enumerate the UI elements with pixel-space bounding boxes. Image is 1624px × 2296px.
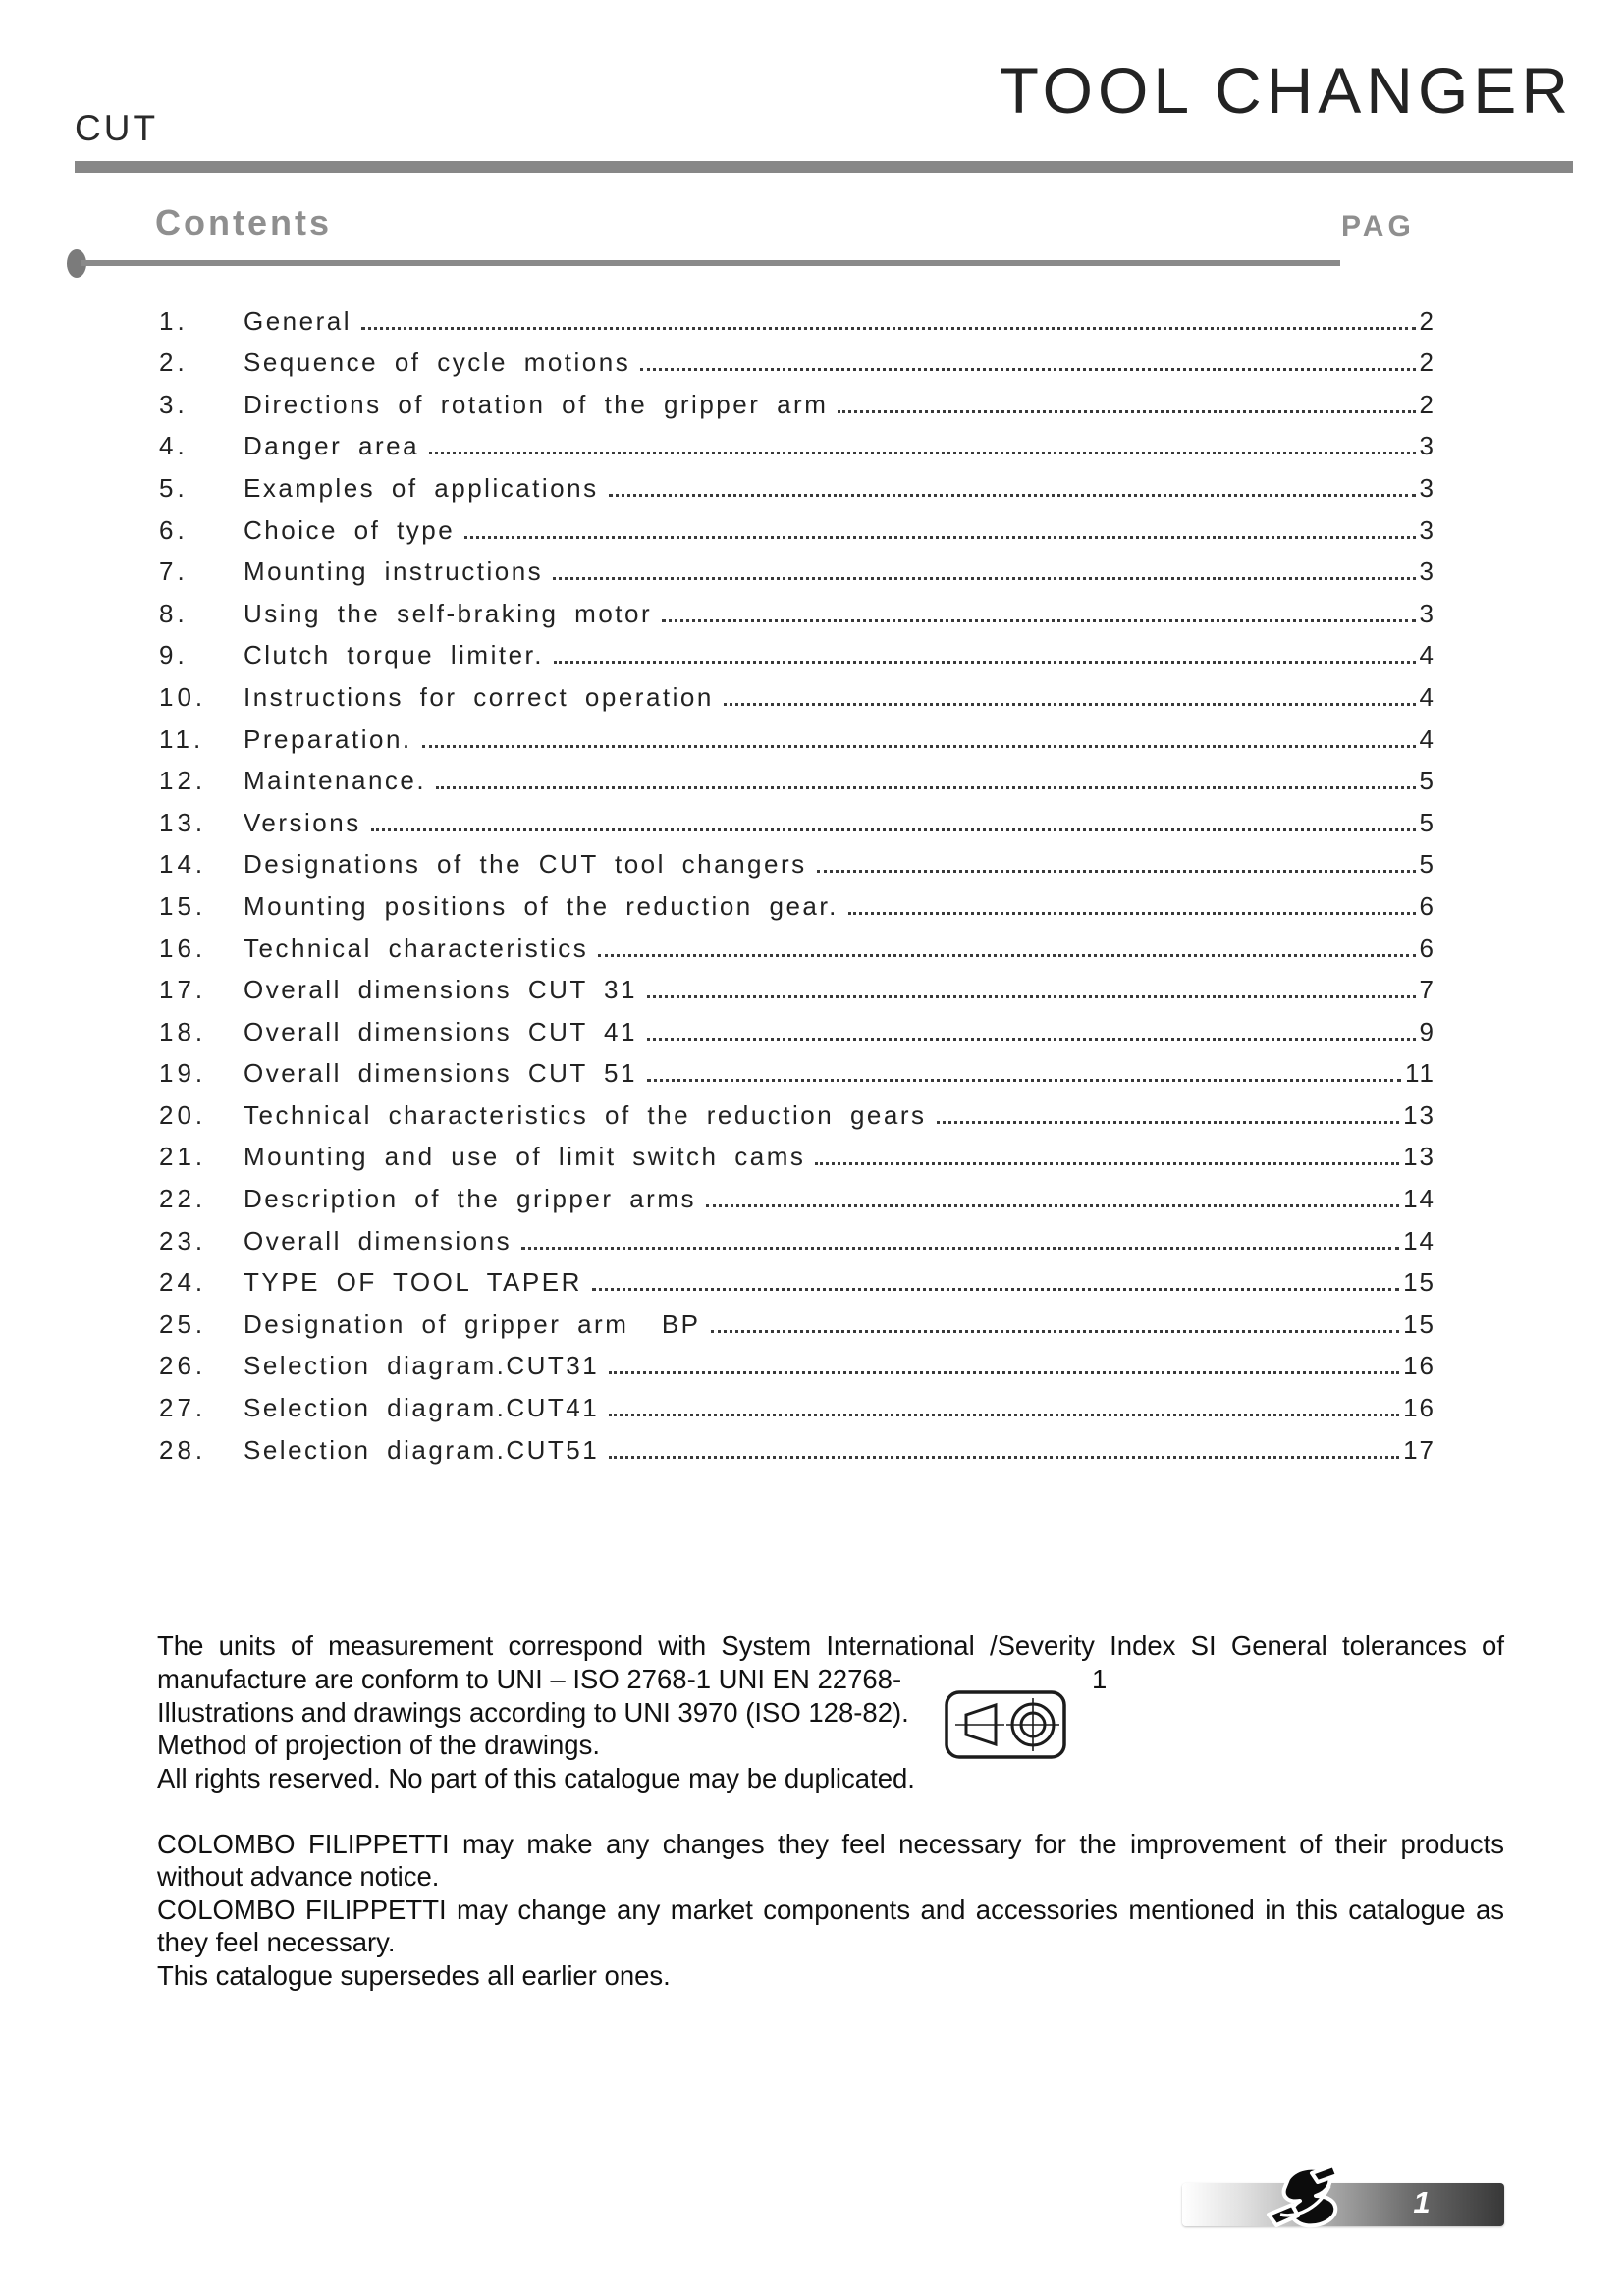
toc-entry-number: 15. [159, 890, 207, 921]
toc-entry-title: Directions of rotation of the gripper arm [244, 389, 829, 419]
toc-entry-number: 18. [159, 1016, 207, 1046]
dot-leader [429, 452, 1415, 454]
dot-leader [371, 828, 1416, 831]
dot-leader [838, 410, 1415, 413]
toc-entry [159, 1385, 1435, 1427]
toc-entry-page: 16 [1403, 1393, 1435, 1423]
toc-entry-title: Overall dimensions CUT 31 [244, 975, 637, 1005]
toc-entry [159, 968, 1435, 1010]
toc-entry-number: 24. [159, 1267, 207, 1298]
dot-leader [647, 995, 1416, 998]
toc-entry-page: 4 [1419, 640, 1435, 670]
toc-entry-title: Mounting instructions [244, 557, 544, 587]
toc-entry-title: Preparation. [244, 723, 412, 754]
toc-entry-page: 2 [1419, 389, 1435, 419]
projection-method-icon [945, 1690, 1066, 1759]
toc-entry [159, 298, 1435, 341]
product-family-label: CUT [75, 108, 159, 148]
toc-entry-number: 2. [159, 347, 189, 378]
toc-entry [159, 550, 1435, 592]
dot-leader [937, 1121, 1400, 1124]
toc-entry-number: 1. [159, 305, 189, 336]
toc-entry-title: Maintenance. [244, 766, 427, 796]
dot-leader [817, 870, 1416, 873]
toc-entry-number: 27. [159, 1393, 207, 1423]
note-line: The units of measurement correspond with System International /Severity Index SI General tolerances of [157, 1630, 1504, 1661]
toc-entry [159, 842, 1435, 884]
toc-entry-number: 26. [159, 1351, 207, 1381]
page-column-label: PAG [1341, 210, 1415, 242]
toc-entry-number: 10. [159, 681, 207, 712]
toc-entry [159, 1344, 1435, 1386]
toc-entry-title: TYPE OF TOOL TAPER [244, 1267, 582, 1298]
dot-leader [724, 703, 1416, 706]
toc-entry [159, 1260, 1435, 1303]
toc-entry-page: 2 [1419, 347, 1435, 378]
toc-entry-number: 9. [159, 640, 189, 670]
toc-entry-page: 16 [1403, 1351, 1435, 1381]
dot-leader [640, 368, 1415, 371]
toc-entry-page: 4 [1419, 723, 1435, 754]
toc-entry-title: Versions [244, 807, 361, 837]
dot-leader [609, 1456, 1399, 1459]
toc-entry-page: 14 [1403, 1184, 1435, 1214]
toc-entry-page: 6 [1419, 933, 1435, 963]
toc-entry-page: 13 [1403, 1099, 1435, 1130]
iso-standard-suffix: 1 [1092, 1663, 1108, 1694]
dot-leader [361, 327, 1416, 330]
note-line: All rights reserved. No part of this catalogue may be duplicated. [157, 1763, 915, 1794]
toc-entry-number: 13. [159, 807, 207, 837]
rule-line [81, 260, 1340, 266]
dot-leader [521, 1247, 1399, 1250]
dot-leader [553, 577, 1415, 580]
legal-note [157, 1828, 1504, 1992]
toc-entry-title: Selection diagram.CUT41 [244, 1393, 600, 1423]
legal-line: without advance notice. [157, 1861, 440, 1893]
toc-entry-page: 5 [1419, 766, 1435, 796]
toc-entry-title: Overall dimensions CUT 41 [244, 1016, 637, 1046]
toc-entry-number: 28. [159, 1434, 207, 1465]
toc-entry-title: Overall dimensions CUT 51 [244, 1058, 637, 1089]
toc-entry-page: 17 [1403, 1434, 1435, 1465]
toc-entry-page: 15 [1403, 1267, 1435, 1298]
toc-entry-number: 16. [159, 933, 207, 963]
contents-heading: Contents [155, 202, 332, 242]
toc-entry-page: 13 [1403, 1142, 1435, 1172]
toc-entry [159, 633, 1435, 675]
dot-leader [647, 1038, 1416, 1041]
toc-entry [159, 591, 1435, 633]
toc-entry-page: 15 [1403, 1308, 1435, 1339]
note-line: Illustrations and drawings according to UNI 3970 (ISO 128-82). [157, 1696, 909, 1728]
toc-entry [159, 800, 1435, 842]
dot-leader [706, 1204, 1399, 1207]
legal-line: COLOMBO FILIPPETTI may make any changes they feel necessary for the improvement of their products [157, 1829, 1504, 1859]
toc-entry-number: 20. [159, 1099, 207, 1130]
toc-entry-title: Description of the gripper arms [244, 1184, 696, 1214]
page-title: TOOL CHANGER [999, 54, 1573, 127]
toc-entry-number: 21. [159, 1142, 207, 1172]
toc-entry-number: 5. [159, 472, 189, 503]
dot-leader [662, 619, 1415, 622]
toc-entry-title: Examples of applications [244, 472, 599, 503]
toc-entry-page: 3 [1419, 431, 1435, 461]
toc-entry-title: Instructions for correct operation [244, 681, 714, 712]
toc-entry-number: 7. [159, 557, 189, 587]
dot-leader [554, 661, 1416, 664]
toc-entry [159, 1427, 1435, 1469]
toc-entry-title: Sequence of cycle motions [244, 347, 631, 378]
toc-entry-title: Mounting positions of the reduction gear. [244, 890, 839, 921]
toc-entry [159, 1051, 1435, 1094]
toc-entry-title: Choice of type [244, 514, 456, 545]
toc-entry [159, 341, 1435, 383]
toc-entry-page: 6 [1419, 890, 1435, 921]
toc-entry-page: 5 [1419, 807, 1435, 837]
note-line-text: manufacture are conform to UNI – ISO 2768-1 UNI EN 22768- [157, 1663, 902, 1694]
toc-entry-title: Overall dimensions [244, 1225, 513, 1255]
toc-entry-title: Using the self-braking motor [244, 598, 653, 628]
toc-entry-title: General [244, 305, 352, 336]
toc-entry [159, 926, 1435, 968]
toc-entry [159, 424, 1435, 466]
toc-entry-page: 3 [1419, 557, 1435, 587]
toc-list [159, 298, 1435, 1469]
toc-entry-page: 3 [1419, 598, 1435, 628]
toc-entry-title: Selection diagram.CUT51 [244, 1434, 600, 1465]
dot-leader [592, 1288, 1399, 1291]
legal-line: This catalogue supersedes all earlier ones. [157, 1959, 671, 1991]
toc-entry-title: Technical characteristics of the reduction gears [244, 1099, 927, 1130]
toc-entry [159, 1009, 1435, 1051]
footer-page-number: 1 [1413, 2185, 1431, 2219]
toc-entry [159, 759, 1435, 801]
toc-entry-page: 14 [1403, 1225, 1435, 1255]
toc-entry-page: 5 [1419, 849, 1435, 880]
toc-entry-number: 19. [159, 1058, 207, 1089]
toc-entry-page: 3 [1419, 514, 1435, 545]
note-line: Method of projection of the drawings. [157, 1730, 600, 1761]
toc-entry-number: 3. [159, 389, 189, 419]
dot-leader [848, 912, 1416, 915]
header-divider [75, 161, 1573, 173]
colombo-filippetti-logo [1257, 2162, 1347, 2234]
toc-entry-page: 9 [1419, 1016, 1435, 1046]
dot-leader [815, 1162, 1399, 1165]
toc-entry-title: Designations of the CUT tool changers [244, 849, 807, 880]
dot-leader [647, 1079, 1401, 1082]
toc-entry-title: Danger area [244, 431, 420, 461]
toc-entry-title: Clutch torque limiter. [244, 640, 544, 670]
toc-entry-number: 23. [159, 1225, 207, 1255]
toc-entry-title: Selection diagram.CUT31 [244, 1351, 600, 1381]
toc-entry [159, 1176, 1435, 1218]
toc-entry [159, 883, 1435, 926]
note-line [157, 1663, 1504, 1696]
toc-entry-number: 12. [159, 766, 207, 796]
toc-entry-title: Mounting and use of limit switch cams [244, 1142, 806, 1172]
toc-entry-title: Technical characteristics [244, 933, 589, 963]
legal-line: COLOMBO FILIPPETTI may change any market components and accessories mentioned in this catalogue as [157, 1894, 1504, 1925]
toc-entry-number: 11. [159, 723, 205, 754]
toc-entry-page: 3 [1419, 472, 1435, 503]
toc-entry [159, 717, 1435, 759]
toc-entry-page: 4 [1419, 681, 1435, 712]
toc-entry-page: 11 [1405, 1058, 1435, 1089]
legal-line: they feel necessary. [157, 1927, 396, 1958]
toc-entry-number: 17. [159, 975, 207, 1005]
toc-entry-number: 14. [159, 849, 207, 880]
toc-entry-number: 22. [159, 1184, 207, 1214]
toc-entry-number: 6. [159, 514, 189, 545]
toc-entry-number: 4. [159, 431, 189, 461]
toc-entry [159, 382, 1435, 424]
dot-leader [711, 1330, 1400, 1333]
toc-entry [159, 1302, 1435, 1344]
dot-leader [464, 536, 1415, 539]
toc-entry [159, 674, 1435, 717]
toc-entry [159, 1135, 1435, 1177]
toc-entry [159, 1093, 1435, 1135]
dot-leader [609, 494, 1416, 497]
dot-leader [609, 1371, 1399, 1374]
dot-leader [598, 954, 1415, 957]
toc-entry-title: Designation of gripper arm BP [244, 1308, 701, 1339]
toc-entry-page: 2 [1419, 305, 1435, 336]
toc-entry [159, 465, 1435, 507]
dot-leader [609, 1414, 1399, 1416]
dot-leader [436, 786, 1415, 789]
toc-entry-number: 8. [159, 598, 189, 628]
toc-entry-page: 7 [1419, 975, 1435, 1005]
toc-entry [159, 507, 1435, 550]
toc-entry-number: 25. [159, 1308, 207, 1339]
toc-entry [159, 1218, 1435, 1260]
dot-leader [422, 745, 1416, 748]
standards-note [157, 1629, 1504, 1795]
